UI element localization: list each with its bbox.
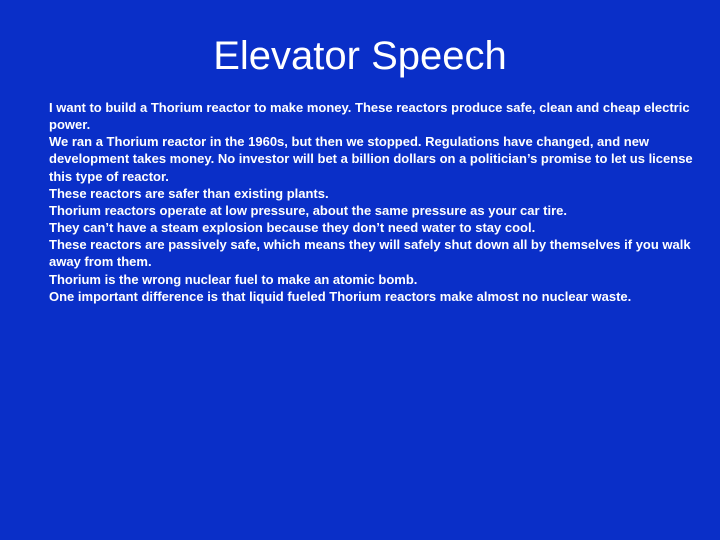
paragraph: One important difference is that liquid fueled Thorium reactors make almost no nuclear waste. bbox=[49, 288, 632, 304]
paragraph: These reactors are passively safe, which means they will safely shut down all by themselves if you walk away from them. bbox=[49, 237, 691, 270]
paragraph: We ran a Thorium reactor in the 1960s, but then we stopped. Regulations have changed, and new development takes money. No investor will bet a billion dollars on a politician’s promise to let us license this type of reactor. bbox=[49, 134, 693, 184]
paragraph: Thorium reactors operate at low pressure, about the same pressure as your car tire. bbox=[49, 202, 568, 218]
paragraph: These reactors are safer than existing plants. bbox=[49, 185, 329, 201]
slide-body bbox=[49, 99, 704, 305]
paragraph: They can’t have a steam explosion because they don’t need water to stay cool. bbox=[49, 220, 536, 236]
paragraph: Thorium is the wrong nuclear fuel to make an atomic bomb. bbox=[49, 271, 418, 287]
slide-title: Elevator Speech bbox=[213, 34, 507, 78]
paragraph: I want to build a Thorium reactor to make money. These reactors produce safe, clean and cheap electric power. bbox=[49, 100, 690, 133]
